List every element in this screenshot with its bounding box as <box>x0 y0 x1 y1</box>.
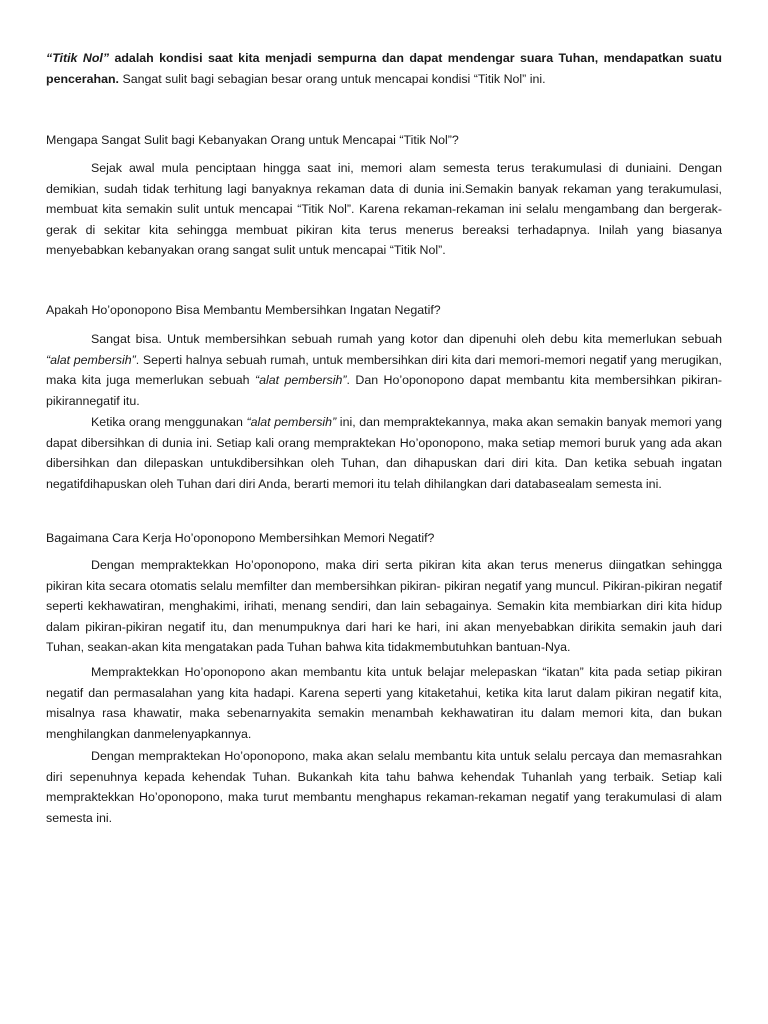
section3-paragraph-3: Dengan mempraktekan Ho’oponopono, maka akan selalu membantu kita untuk selalu percaya dan memasrahkan diri sepenuhnya kepada kehendak Tuhan. Bukankah kita tahu bahwa kehendak Tuhanlah yang terbaik. Setiap kali mempraktekkan Ho’oponopono, maka turut membantu menghapus rekaman-rekaman negatif yang terakumulasi di alam semesta ini. <box>46 749 722 825</box>
section3-heading: Bagaimana Cara Kerja Ho’oponopono Membersihkan Memori Negatif? <box>46 531 435 545</box>
s2p1-emphasis-1: “alat pembersih” <box>46 352 136 367</box>
intro-term: “Titik Nol” <box>46 51 110 65</box>
s2p1-emphasis-2: “alat pembersih” <box>254 373 347 387</box>
s2p1-text-b: . Seperti halnya sebuah rumah, untuk membersihkan diri kita dari memori-memori negatif yang merugikan, maka kita juga memerlukan sebuah <box>46 352 722 387</box>
s2p1-text-a: Sangat bisa. Untuk membersihkan sebuah rumah yang kotor dan dipenuhi oleh debu kita memerlukan sebuah <box>91 332 722 346</box>
intro-bold-text: adalah kondisi saat kita menjadi sempurna dan dapat mendengar suara Tuhan, mendapatkan suatu pencerahan. <box>46 51 722 86</box>
s2p2-emphasis: “alat pembersih” <box>246 415 337 429</box>
section1-paragraph: Sejak awal mula penciptaan hingga saat ini, memori alam semesta terus terakumulasi di duniaini. Dengan demikian, sudah tidak terhitung lagi banyaknya rekaman data di dunia ini.Semakin banyak rekaman yang terakumulasi, membuat kita semakin sulit untuk mencapai “Titik Nol”. Karena rekaman-rekaman ini selalu mengambang dan bergerak-gerak di sekitar kita sehingga membuat pikiran kita terus menerus bereaksi terhadapnya. Inilah yang biasanya menyebabkan kebanyakan orang sangat sulit untuk mencapai “Titik Nol”. <box>46 161 722 257</box>
section1-heading: Mengapa Sangat Sulit bagi Kebanyakan Orang untuk Mencapai “Titik Nol”? <box>46 133 459 147</box>
section2-paragraph-2 <box>46 412 722 494</box>
s2p2-text-b: ini, dan mempraktekannya, maka akan semakin banyak memori yang dapat dibersihkan di dunia ini. Setiap kali orang mempraktekan Ho’oponopono, maka setiap memori buruk yang ada akan dibersihkan dan dilepaskan untukdibersihkan oleh Tuhan, dan dihapuskan dari diri kita. Dan ketika sebuah ingatan negatifdihapuskan oleh Tuhan dari diri Anda, berarti memori itu telah dihilangkan dari databasealam semesta ini. <box>46 415 722 491</box>
intro-rest: Sangat sulit bagi sebagian besar orang untuk mencapai kondisi “Titik Nol” ini. <box>119 71 546 86</box>
s2p2-text-a: Ketika orang menggunakan <box>91 415 247 429</box>
section2-heading: Apakah Ho’oponopono Bisa Membantu Membersihkan Ingatan Negatif? <box>46 303 441 317</box>
section2-paragraph-1 <box>46 329 722 411</box>
section3-paragraph-1: Dengan mempraktekkan Ho’oponopono, maka diri serta pikiran kita akan terus menerus diingatkan sehingga pikiran kita secara otomatis selalu memfilter dan membersihkan pikiran- pikiran negatif yang muncul. Pikiran-pikiran negatif seperti kekhawatiran, menghakimi, irihati, menang sendiri, dan lain sebagainya. Semakin kita membiarkan diri kita hidup dalam pikiran-pikiran negatif itu, dan menumpuknya dari hari ke hari, ini akan menyebabkan dirikita semakin jauh dari Tuhan, seakan-akan kita mengatakan pada Tuhan bahwa kita tidakmembutuhkan bantuan-Nya. <box>46 558 722 654</box>
s2p1-text-c: . Dan Ho’oponopono dapat membantu kita membersihkan pikiran-pikirannegatif itu. <box>46 373 722 408</box>
section3-paragraph-2: Mempraktekkan Ho’oponopono akan membantu kita untuk belajar melepaskan “ikatan” kita pada setiap pikiran negatif dan permasalahan yang kita hadapi. Karena seperti yang kitaketahui, ketika kita larut dalam pikiran negatif kita, misalnya rasa khawatir, maka sebenarnyakita semakin menambah kekhawatiran itu dalam memori kita, dan bukan menghilangkan danmelenyapkannya. <box>46 665 722 741</box>
intro-paragraph <box>46 48 722 89</box>
